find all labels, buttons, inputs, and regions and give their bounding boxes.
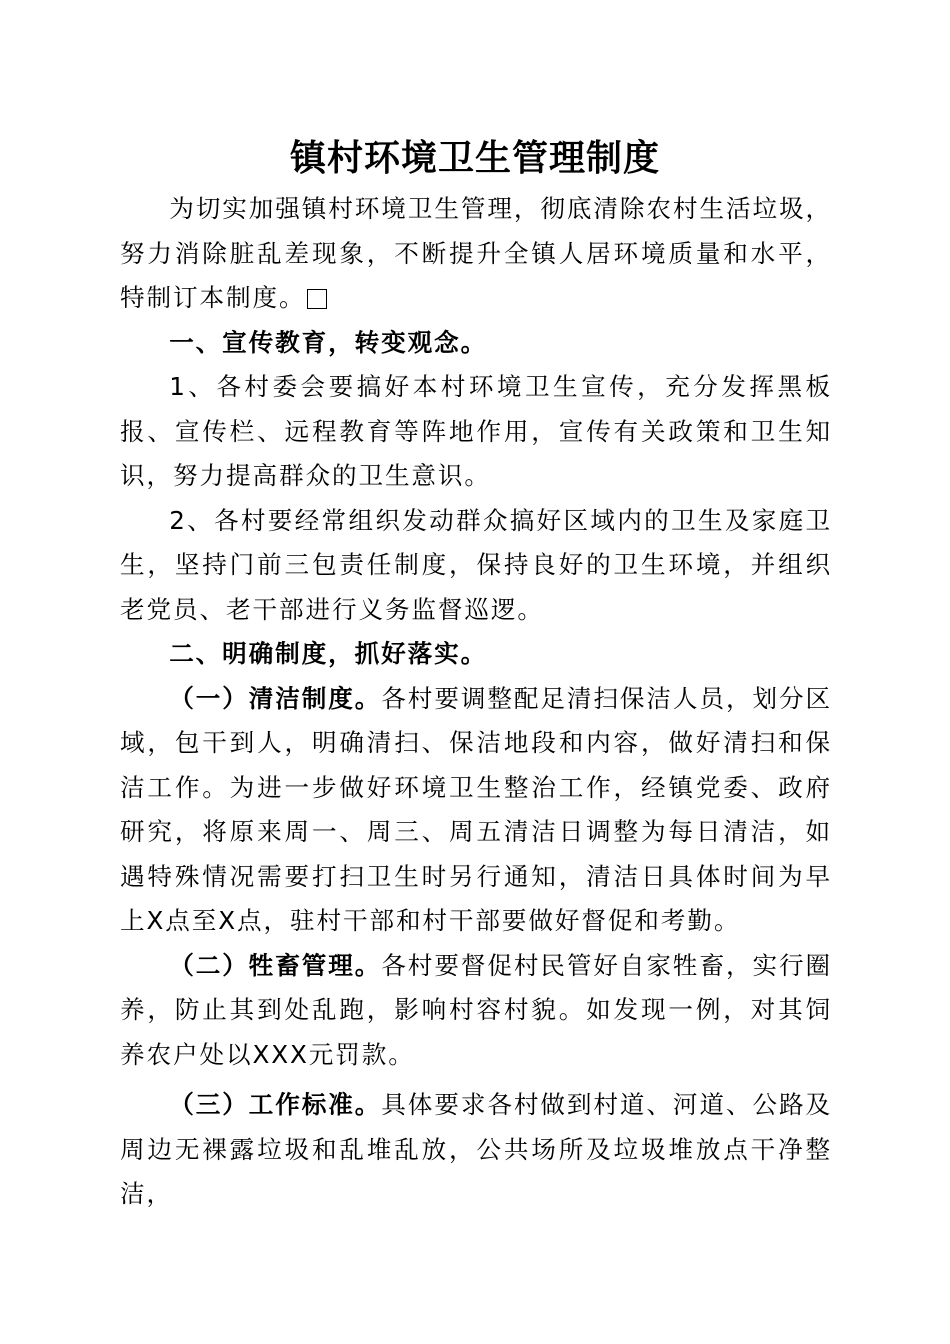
section-2-heading: 二、明确制度，抓好落实。: [169, 639, 488, 668]
section-2-clause-2: [120, 944, 832, 1078]
section-2-clause-3: [120, 1083, 832, 1217]
section-1-item-1: 1、各村委会要搞好本村环境卫生宣传，充分发挥黑板报、宣传栏、远程教育等阵地作用，宣传有关政策和卫生知识，努力提高群众的卫生意识。: [120, 372, 832, 490]
clause-1-label: （一）清洁制度。: [169, 683, 382, 713]
section-2-clause-1: [120, 677, 832, 944]
clause-2-text: 各村要督促村民管好自家牲畜，实行圈养，防止其到处乱跑，影响村容村貌。如发现一例，对其饲养农户处以XXX元罚款。: [120, 950, 832, 1069]
intro-paragraph: [120, 187, 832, 321]
document-body: [120, 187, 832, 1217]
section-1-heading: 一、宣传教育，转变观念。: [169, 327, 488, 357]
clause-3-text: 具体要求各村做到村道、河道、公路及周边无裸露垃圾和乱堆乱放，公共场所及垃圾堆放点干净整洁，: [120, 1090, 832, 1208]
clause-3-label: （三）工作标准。: [169, 1090, 382, 1119]
section-1-item-2: 2、各村要经常组织发动群众搞好区域内的卫生及家庭卫生，坚持门前三包责任制度，保持良好的卫生环境，并组织老党员、老干部进行义务监督巡逻。: [120, 505, 832, 624]
intro-text: 为切实加强镇村环境卫生管理，彻底清除农村生活垃圾，努力消除脏乱差现象，不断提升全镇人居环境质量和水平，特制订本制度。: [120, 194, 832, 312]
clause-1-text: 各村要调整配足清扫保洁人员，划分区域，包干到人，明确清扫、保洁地段和内容，做好清扫和保洁工作。为进一步做好环境卫生整治工作，经镇党委、政府研究，将原来周一、周三、周五清洁日调整为每日清洁，如遇特殊情况需要打扫卫生时另行通知，清洁日具体时间为早上X点至X点，驻村干部和村干部要做好督促和考勤。: [120, 683, 832, 935]
checkbox-icon: [307, 289, 327, 309]
document-title: 镇村环境卫生管理制度: [289, 137, 660, 179]
clause-2-label: （二）牲畜管理。: [169, 950, 382, 980]
